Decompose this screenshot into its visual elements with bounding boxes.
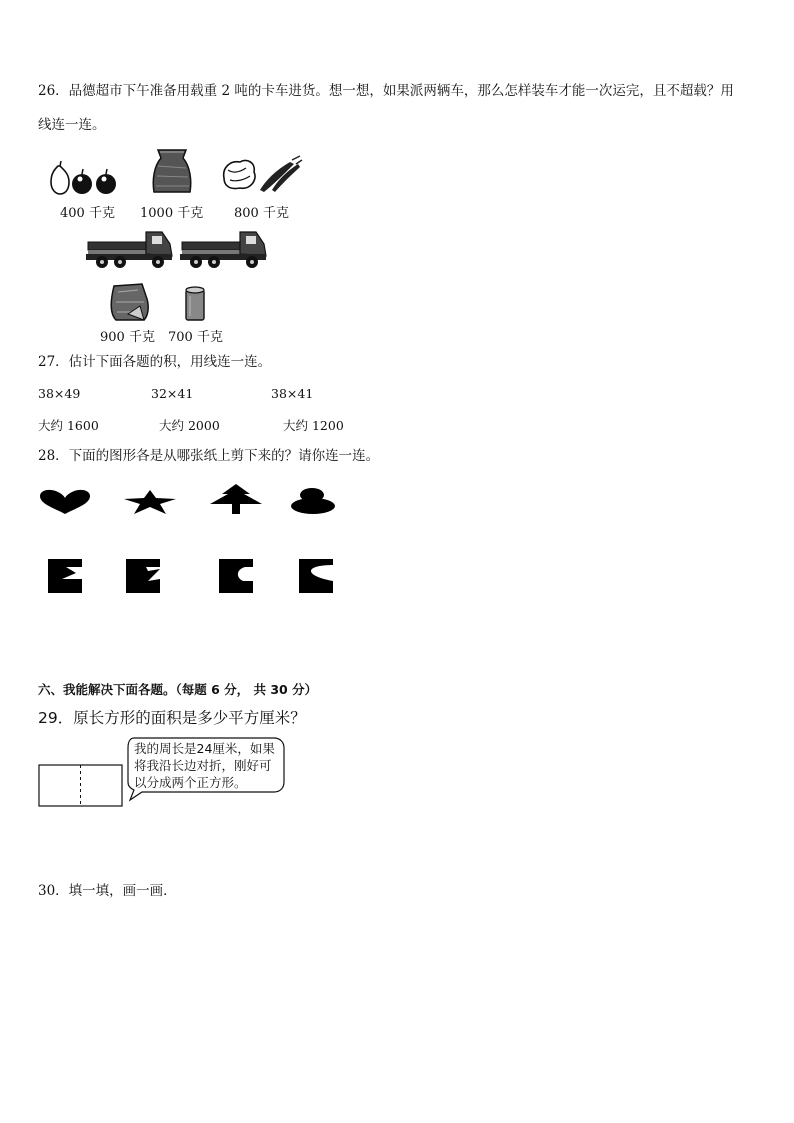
estimate: 大约 2000: [159, 418, 220, 433]
speech-bubble-text: [134, 740, 275, 791]
q30-title: 30．填一填，画一画．: [38, 883, 177, 899]
tree-shape: [208, 484, 264, 514]
vegetables-icon: [220, 156, 304, 194]
q29-title: 29．原长方形的面积是多少平方厘米？: [38, 709, 306, 727]
weight-label: 900 千克: [100, 330, 155, 345]
weight-label: 700 千克: [168, 330, 223, 345]
truck-icon: [86, 228, 174, 270]
heart-shape: [38, 488, 92, 516]
estimate: 大约 1200: [283, 418, 344, 433]
weight-label: 800 千克: [234, 206, 289, 221]
estimate: 大约 1600: [38, 418, 99, 433]
q26-text-line2: 线连一连。: [38, 117, 106, 133]
section-title: 六、我能解决下面各题。（每题 6 分， 共 30 分）: [38, 682, 318, 697]
bubble-line: 将我沿长边对折，刚好可: [134, 758, 272, 773]
expression: 38×41: [271, 386, 314, 401]
paper-sheet-3: [217, 557, 255, 595]
weight-label: 1000 千克: [140, 206, 204, 221]
q28-title: 28．下面的图形各是从哪张纸上剪下来的？请你连一连。: [38, 448, 380, 464]
paper-sheet-2: [124, 557, 162, 595]
bag-icon: [108, 282, 152, 322]
q26-text-line1: 26．品德超市下午准备用载重 2 吨的卡车进货。想一想，如果派两辆车，那么怎样装车才能一次运完，且不超载？用: [38, 83, 734, 99]
mushroom-shape: [290, 488, 338, 514]
barrel-icon: [184, 286, 206, 322]
expression: 32×41: [151, 386, 194, 401]
pear-apples-icon: [46, 160, 122, 196]
q27-title: 27．估计下面各题的积，用线连一连。: [38, 354, 272, 370]
star-shape: [124, 490, 176, 514]
bubble-line: 以分成两个正方形。: [134, 775, 247, 790]
paper-sheet-4: [297, 557, 335, 595]
bubble-line: 我的周长是24厘米，如果: [134, 741, 275, 756]
paper-sheet-1: [46, 557, 84, 595]
weight-label: 400 千克: [60, 206, 115, 221]
rectangle-figure: [38, 764, 124, 808]
expression: 38×49: [38, 386, 81, 401]
truck-icon: [180, 228, 268, 270]
grain-sack-icon: [150, 146, 194, 194]
